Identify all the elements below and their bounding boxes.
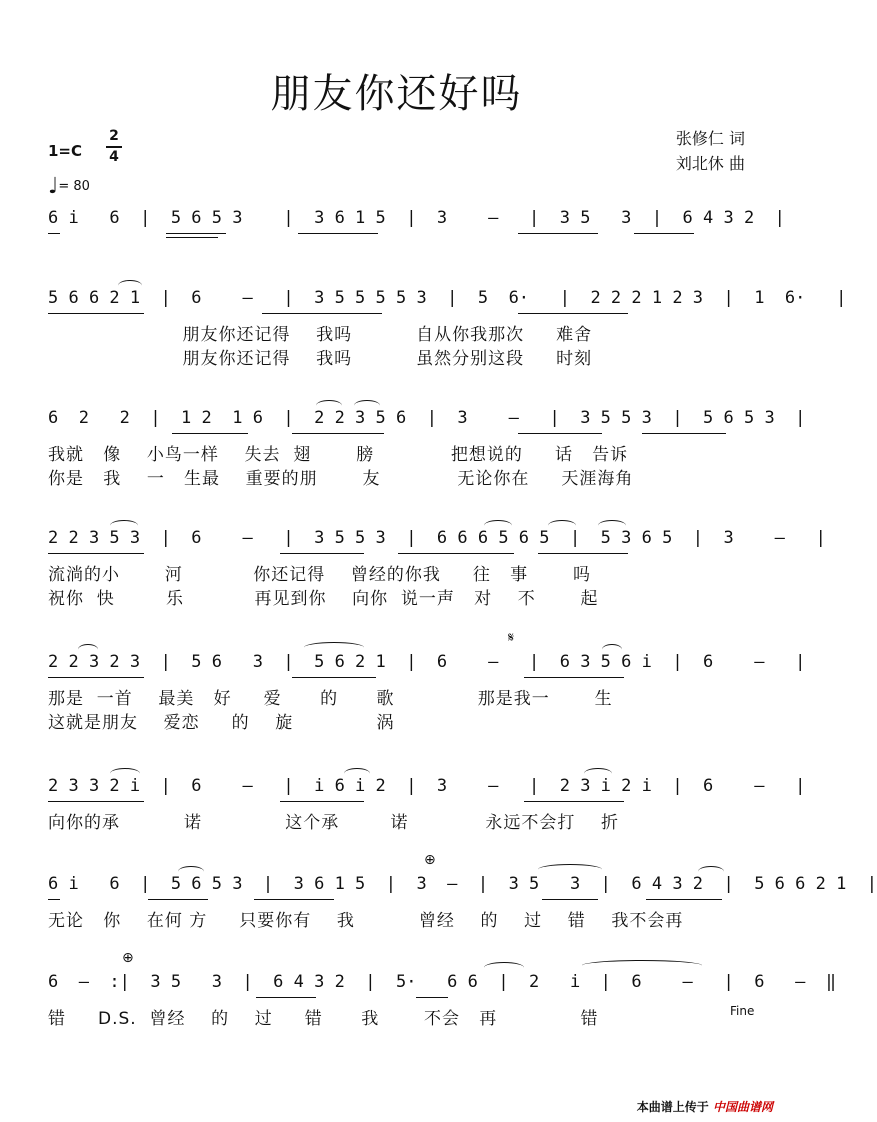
page-title: 朋友你还好吗 — [270, 71, 523, 117]
footer-credit — [637, 1098, 773, 1115]
notation-line: 6 i 6 | 5 6 5 3 | 3 6 1 5 | 3 – | 3 5 3 | 6 4 3 2 | 5 6 6 2 1 | — [48, 874, 877, 894]
slur — [598, 520, 626, 531]
score-row-4 — [48, 528, 826, 648]
slur — [118, 280, 142, 291]
footer-text: 本曲谱上传于 — [636, 1100, 709, 1114]
time-signature-line — [106, 146, 122, 148]
underline — [48, 233, 60, 234]
lyric-verse-2: 祝你 快 乐 再见到你 向你 说一声 对 不 起 — [48, 589, 599, 609]
underline — [280, 801, 364, 802]
underline — [298, 233, 378, 234]
site-logo[interactable]: 中国曲谱网 — [712, 1100, 773, 1114]
slur — [698, 866, 724, 877]
slur — [484, 962, 524, 973]
lyric-verse-1: 流淌的小 河 你还记得 曾经的你我 往 事 吗 — [48, 565, 591, 585]
lyric-verse-1: 那是 一首 最美 好 爱 的 歌 那是我一 生 — [48, 689, 613, 709]
underline — [518, 313, 628, 314]
lyric-verse-1: 向你的承 诺 这个承 诺 永远不会打 折 — [48, 813, 619, 833]
underline — [292, 433, 384, 434]
underline — [646, 899, 722, 900]
underline — [416, 997, 448, 998]
slur — [484, 520, 512, 531]
underline — [642, 433, 726, 434]
lyric-verse-2: 你是 我 一 生最 重要的朋 友 无论你在 天涯海角 — [48, 469, 634, 489]
underline — [48, 899, 60, 900]
underline — [524, 677, 624, 678]
lyric-verse-1: 错 D.S. 曾经 的 过 错 我 不会 再 错 — [48, 1009, 599, 1029]
slur — [538, 864, 602, 875]
tempo-value: = 80 — [58, 179, 90, 194]
underline — [148, 899, 208, 900]
slur — [548, 520, 576, 531]
notation-line: 6 i 6 | 5 6 5 3 | 3 6 1 5 | 3 – | 3 5 3 | 6 4 3 2 | — [48, 208, 785, 228]
slur — [110, 768, 140, 779]
score-row-5 — [48, 630, 806, 772]
lyricist-credit: 张修仁 词 — [675, 129, 745, 148]
lyric-verse-1: 无论 你 在何 方 只要你有 我 曾经 的 过 错 我不会再 — [48, 911, 684, 931]
lyric-verse-2: 朋友你还记得 我吗 虽然分别这段 时刻 — [48, 349, 593, 369]
underline — [254, 899, 334, 900]
slur — [78, 644, 98, 655]
underline — [48, 553, 144, 554]
lyric-verse-1: 朋友你还记得 我吗 自从你我那次 难舍 — [48, 325, 593, 345]
notation-line: 2 2 3 2 3 | 5 6 3 | 5 6 2 1 | 6 – | 6 3 5 6 i | 6 – | — [48, 652, 806, 672]
underline — [48, 313, 144, 314]
notation-line: 6 2 2 | 1 2 1 6 | 2 2 3 5 6 | 3 – | 3 5 5 3 | 5 6 5 3 | — [48, 408, 806, 428]
time-signature — [106, 128, 122, 166]
slur — [178, 866, 204, 877]
fine-label: Fine — [730, 1004, 755, 1018]
slur — [316, 400, 342, 411]
slur — [344, 768, 370, 779]
segno-icon: 𝄋 — [508, 630, 515, 646]
slur — [584, 768, 612, 779]
underline — [518, 233, 598, 234]
underline — [542, 899, 598, 900]
slur — [602, 644, 622, 655]
coda-icon: ⊕ — [122, 950, 134, 966]
time-signature-top: 2 — [109, 128, 119, 144]
underline — [166, 233, 226, 234]
underline — [256, 997, 316, 998]
underline — [48, 801, 144, 802]
quarter-note-icon: ♩ — [48, 174, 59, 199]
slur — [354, 400, 380, 411]
score-row-3 — [48, 408, 806, 528]
notation-line: 6 – :| 3 5 3 | 6 4 3 2 | 5· 6 6 | 2 i | 6 – | 6 – ‖ — [48, 972, 837, 992]
notation-line: 5 6 6 2 1 | 6 – | 3 5 5 5 5 3 | 5 6· | 2 2 2 1 2 3 | 1 6· | — [48, 288, 847, 308]
underline — [292, 677, 376, 678]
notation-line: 2 3 3 2 i | 6 – | i 6 i 2 | 3 – | 2 3 i 2 i | 6 – | — [48, 776, 806, 796]
underline — [280, 553, 364, 554]
underline — [166, 237, 218, 238]
underline — [172, 433, 248, 434]
score-row-2 — [48, 288, 847, 408]
underline — [538, 553, 628, 554]
notation-line: 2 2 3 5 3 | 6 – | 3 5 5 3 | 6 6 6 5 6 5 | 5 3 6 5 | 3 – | — [48, 528, 826, 548]
lyric-verse-1: 我就 像 小鸟一样 失去 翅 膀 把想说的 话 告诉 — [48, 445, 629, 465]
tie — [582, 960, 702, 971]
slur — [110, 520, 138, 531]
key-signature: 1=C — [48, 142, 83, 160]
coda-icon: ⊕ — [424, 852, 436, 868]
score-row-8 — [48, 950, 837, 1092]
lyric-verse-2: 这就是朋友 爱恋 的 旋 涡 — [48, 713, 395, 733]
time-signature-bottom: 4 — [109, 149, 119, 165]
composer-credit: 刘北休 曲 — [675, 154, 745, 173]
underline — [262, 313, 382, 314]
underline — [398, 553, 514, 554]
underline — [518, 433, 602, 434]
underline — [634, 233, 694, 234]
tempo-marking — [48, 174, 90, 199]
slur — [304, 642, 364, 653]
underline — [48, 677, 144, 678]
underline — [524, 801, 624, 802]
